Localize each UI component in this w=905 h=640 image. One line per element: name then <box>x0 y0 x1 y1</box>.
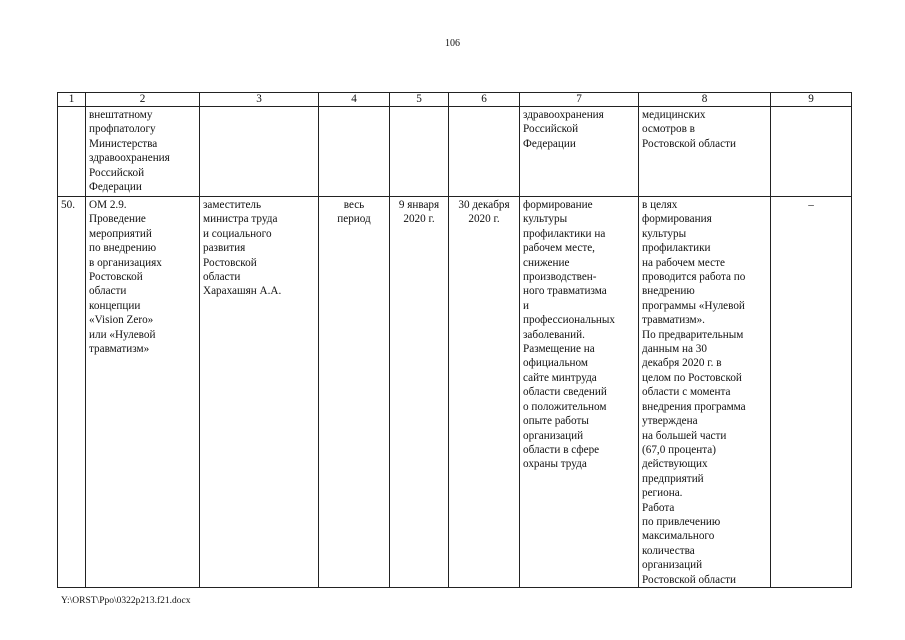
column-number-5: 5 <box>390 93 449 107</box>
cell-start-date: 9 января 2020 г. <box>390 197 449 588</box>
column-number-4: 4 <box>319 93 390 107</box>
cell-number <box>58 107 86 197</box>
cell-period <box>319 107 390 197</box>
cell-actual-result: в целях формирования культуры профилактики на рабочем месте проводится работа по внедрению программы «Нулевой травматизм». По предварительным данным на 30 декабря 2020 г. в целом по Ростовской области с момента внедрения программа утверждена на большей части (67,0 процента) действующих предприятий региона. Работа по привлечению максимального количества организаций Ростовской области <box>639 197 771 588</box>
column-number-2: 2 <box>86 93 200 107</box>
column-number-1: 1 <box>58 93 86 107</box>
cell-actual-result: медицинских осмотров в Ростовской области <box>639 107 771 197</box>
cell-end-date <box>449 107 520 197</box>
table-header-row <box>58 93 852 107</box>
cell-notes <box>771 107 852 197</box>
document-table <box>57 92 852 588</box>
cell-notes: – <box>771 197 852 588</box>
table-row <box>58 107 852 197</box>
page-number: 106 <box>445 38 460 49</box>
cell-event-name: ОМ 2.9. Проведение мероприятий по внедрению в организациях Ростовской области концепции «Vision Zero» или «Нулевой травматизм» <box>86 197 200 588</box>
cell-responsible <box>200 107 319 197</box>
cell-number: 50. <box>58 197 86 588</box>
cell-end-date: 30 декабря 2020 г. <box>449 197 520 588</box>
file-path-footer: Y:\ORST\Ppo\0322p213.f21.docx <box>61 596 191 606</box>
column-number-7: 7 <box>520 93 639 107</box>
cell-expected-result: здравоохранения Российской Федерации <box>520 107 639 197</box>
cell-expected-result: формирование культуры профилактики на рабочем месте, снижение производствен- ного травматизма и профессиональных заболеваний. Размещение на официальном сайте минтруда области сведений о положительном опыте работы организаций области в сфере охраны труда <box>520 197 639 588</box>
cell-start-date <box>390 107 449 197</box>
cell-event-name: внештатному профпатологу Министерства здравоохранения Российской Федерации <box>86 107 200 197</box>
column-number-6: 6 <box>449 93 520 107</box>
column-number-9: 9 <box>771 93 852 107</box>
table-row <box>58 197 852 588</box>
column-number-3: 3 <box>200 93 319 107</box>
cell-responsible: заместитель министра труда и социального развития Ростовской области Харахашян А.А. <box>200 197 319 588</box>
column-number-8: 8 <box>639 93 771 107</box>
cell-period: весь период <box>319 197 390 588</box>
